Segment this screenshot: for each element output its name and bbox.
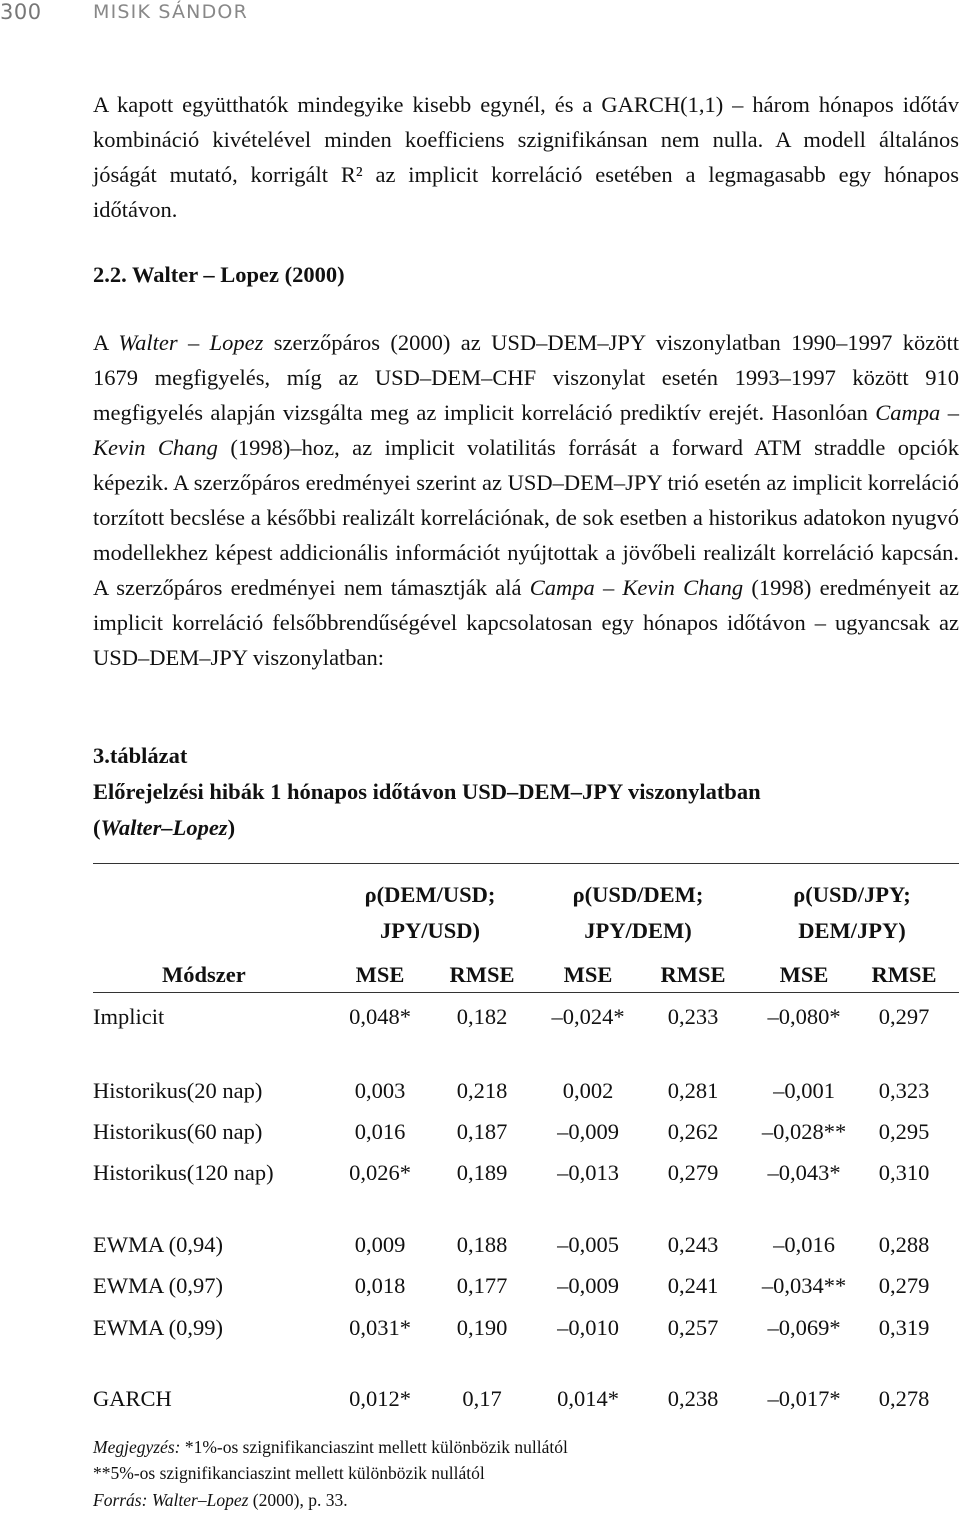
page-header — [0, 0, 960, 30]
col-header-mse-1: MSE — [355, 962, 405, 987]
table-row: Historikus(20 nap) 0,003 0,218 0,002 0,281 –0,001 0,323 — [93, 1078, 930, 1103]
group-header-usd-jpy: ρ(USD/JPY; DEM/JPY) — [793, 882, 911, 943]
group-header-usd-dem: ρ(USD/DEM; JPY/DEM) — [572, 882, 704, 943]
author-names-italic: Campa – Kevin Chang — [529, 575, 744, 600]
running-head-author: MISIK SÁNDOR — [93, 1, 248, 23]
table-row: EWMA (0,94) 0,009 0,188 –0,005 0,243 –0,016 0,288 — [93, 1232, 930, 1257]
table-source-note: Forrás: Walter–Lopez (2000), p. 33. — [93, 1490, 348, 1510]
page-number: 300 — [0, 0, 42, 24]
table-row: EWMA (0,99) 0,031* 0,190 –0,010 0,257 –0,069* 0,319 — [93, 1315, 930, 1340]
table-row: GARCH 0,012* 0,17 0,014* 0,238 –0,017* 0,278 — [93, 1386, 930, 1411]
table-row: Historikus(60 nap) 0,016 0,187 –0,009 0,262 –0,028** 0,295 — [93, 1119, 930, 1144]
table-source-caption: (Walter–Lopez) — [93, 815, 236, 840]
col-header-rmse-3: RMSE — [871, 962, 937, 987]
col-header-mse-3: MSE — [779, 962, 829, 987]
table-header-rule — [93, 992, 959, 993]
paragraph-1: A kapott együtthatók mindegyike kisebb egynél, és a GARCH(1,1) – három hónapos időtáv kombináció kivételével minden koefficiens szignifikánsan nem nulla. A modell általános jóságát mutató, korrigált R² az implicit korreláció esetében a legmagasabb egy hónapos időtávon. — [93, 92, 959, 222]
table-number: 3.táblázat — [93, 743, 188, 768]
author-names-italic: Walter – Lopez — [118, 330, 264, 355]
col-header-rmse-2: RMSE — [660, 962, 726, 987]
col-header-method: Módszer — [162, 962, 246, 987]
col-header-rmse-1: RMSE — [449, 962, 515, 987]
table-row: Historikus(120 nap) 0,026* 0,189 –0,013 0,279 –0,043* 0,310 — [93, 1160, 930, 1185]
author-names-italic: Campa – Kevin Chang — [93, 400, 959, 460]
table-note-2: **5%-os szignifikanciaszint mellett különbözik nullától — [93, 1463, 485, 1483]
paragraph-2: A Walter – Lopez szerzőpáros (2000) az USD–DEM–JPY viszonylatban 1990–1997 között 1679 megfigyelés, míg az USD–DEM–CHF viszonylat esetén 1993–1997 között 910 megfigyelés alapján vizsgálta meg az implicit korreláció prediktív erejét. Hasonlóan Campa – Kevin Chang (1998)–hoz, az implicit volatilitás forrását a forward ATM straddle opciók képezik. A szerzőpáros eredményei szerint az USD–DEM–JPY trió esetén az implicit korreláció torzított becslése a későbbi realizált korrelációnak, de sok esetben a historikus adatokon nyugvó modellekhez képest addicionális információt nyújtottak a jövőbeli realizált korreláció kapcsán. A szerzőpáros eredményei nem támasztják alá Campa – Kevin Chang (1998) eredményeit az implicit korreláció felsőbbrendűségével kapcsolatosan egy hónapos időtávon – ugyancsak az USD–DEM–JPY viszonylatban: — [93, 330, 960, 670]
col-header-mse-2: MSE — [563, 962, 613, 987]
table-title: Előrejelzési hibák 1 hónapos időtávon USD–DEM–JPY viszonylatban — [93, 779, 761, 804]
table-top-rule — [93, 863, 959, 864]
section-heading: 2.2. Walter – Lopez (2000) — [93, 262, 345, 287]
table-row: Implicit 0,048* 0,182 –0,024* 0,233 –0,080* 0,297 — [93, 1004, 930, 1029]
group-header-dem-usd: ρ(DEM/USD; JPY/USD) — [364, 882, 496, 943]
table-note-1: Megjegyzés: *1%-os szignifikanciaszint mellett különbözik nullától — [93, 1437, 568, 1457]
table-row: EWMA (0,97) 0,018 0,177 –0,009 0,241 –0,034** 0,279 — [93, 1273, 930, 1298]
